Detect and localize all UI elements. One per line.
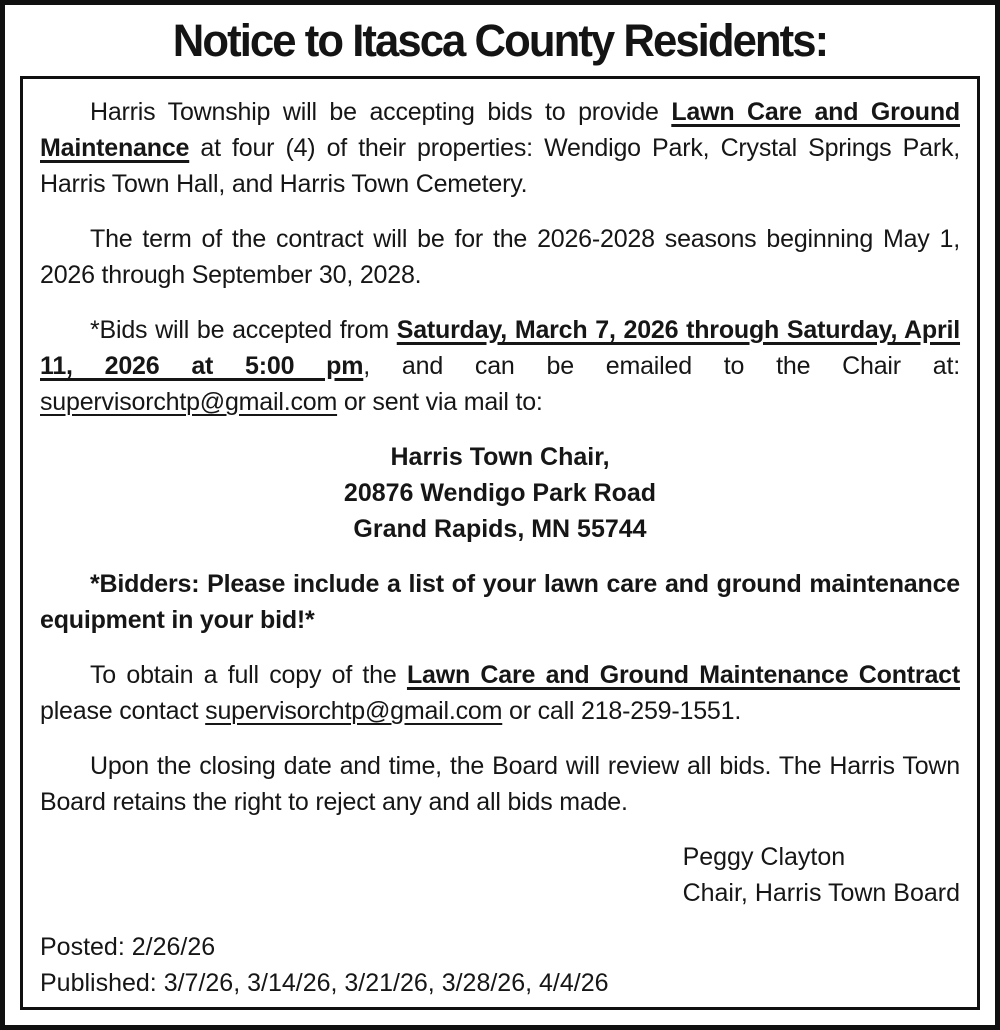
contact-email-address: supervisorchtp@gmail.com <box>205 697 503 725</box>
notice-body-box <box>20 76 980 1010</box>
address-line-street: 20876 Wendigo Park Road <box>343 479 657 507</box>
signature-role: Chair, Harris Town Board <box>682 879 960 907</box>
contract-text-post: or call 218-259-1551. <box>502 697 742 725</box>
chair-email-address: supervisorchtp@gmail.com <box>40 388 338 416</box>
contract-text-pre: To obtain a full copy of the <box>90 661 407 689</box>
paragraph-contract-term: The term of the contract will be for the 2026-2028 seasons beginning May 1, 2026 through September 30, 2028. <box>40 225 960 289</box>
address-line-city-state-zip: Grand Rapids, MN 55744 <box>353 515 647 543</box>
contract-text-mid: please contact <box>40 697 206 725</box>
intro-text-pre: Harris Township will be accepting bids to provide <box>90 98 672 126</box>
intro-text-post: at four (4) of their properties: Wendigo Park, Crystal Springs Park, Harris Town Hall, and Harris Town Cemetery. <box>40 134 960 198</box>
mailing-address-block <box>40 439 960 547</box>
paragraph-closing: Upon the closing date and time, the Board will review all bids. The Harris Town Board retains the right to reject any and all bids made. <box>40 752 960 816</box>
paragraph-intro <box>40 94 960 202</box>
emphasis-lawn-care-and-ground-maintenance: Lawn Care and Ground Maintenance <box>40 98 960 162</box>
address-line-recipient: Harris Town Chair, <box>390 443 610 471</box>
footer-block <box>40 929 960 1001</box>
signature-block <box>683 839 960 911</box>
paragraph-bid-dates <box>40 312 960 420</box>
footer-posted-line: Posted: 2/26/26 <box>40 933 216 961</box>
bids-text-mid: , and can be emailed to the Chair at: <box>363 352 960 380</box>
emphasis-contract-title: Lawn Care and Ground Maintenance Contract <box>406 661 960 689</box>
footer-published-line: Published: 3/7/26, 3/14/26, 3/21/26, 3/28/26, 4/4/26 <box>40 969 609 997</box>
signature-name: Peggy Clayton <box>682 843 846 871</box>
bids-text-post: or sent via mail to: <box>337 388 543 416</box>
bids-text-pre: *Bids will be accepted from <box>90 316 397 344</box>
page-title: Notice to Itasca County Residents: <box>172 15 828 66</box>
emphasis-bid-window-dates: Saturday, March 7, 2026 through Saturday, April 11, 2026 at 5:00 pm <box>40 316 961 380</box>
paragraph-bidders-note: *Bidders: Please include a list of your lawn care and ground maintenance equipment in your bid!* <box>40 570 960 634</box>
paragraph-contract-copy <box>40 657 960 729</box>
